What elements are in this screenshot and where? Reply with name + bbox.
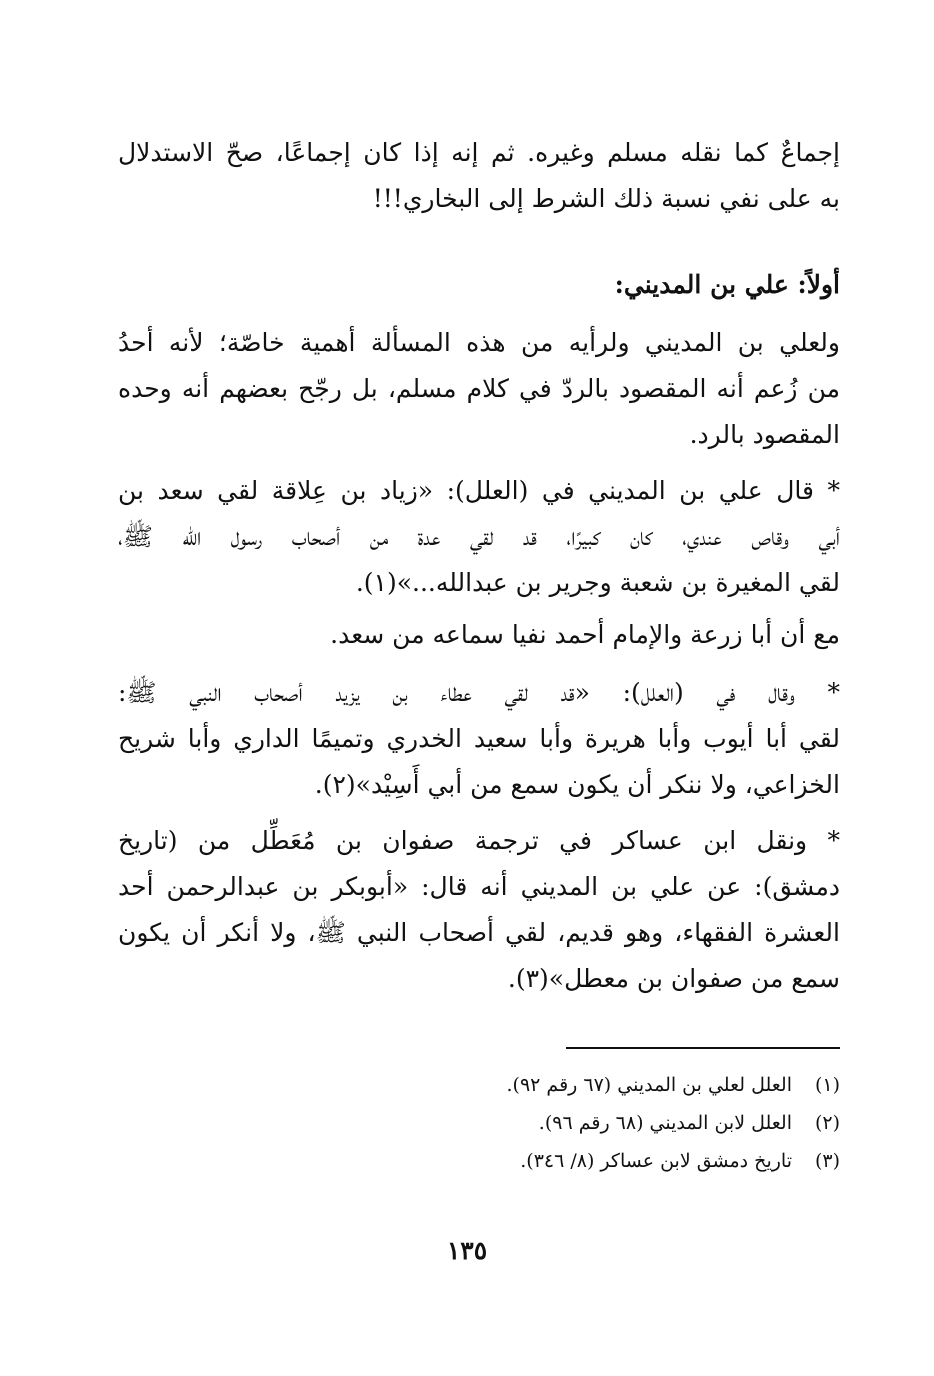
- text-line: إجماعٌ كما نقله مسلم وغيره. ثم إنه إذا كان إجماعًا، صحّ الاستدلال: [118, 138, 840, 167]
- text-line: لقي أبا أيوب وأبا هريرة وأبا سعيد الخدري وتميمًا الداري وأبا شريح: [118, 724, 840, 753]
- text-line: من زُعم أنه المقصود بالردّ في كلام مسلم، بل رجّح بعضهم أنه وحده: [118, 374, 840, 403]
- footnote-item: [400, 1104, 840, 1142]
- footnote-text: العلل لابن المديني (٦٨ رقم ٩٦).: [538, 1112, 792, 1134]
- heading-ali-ibn-al-madini: أولاً: علي بن المديني:: [614, 270, 840, 299]
- footnote-number: (٣): [814, 1150, 840, 1172]
- paragraph-ibn-asakir: [118, 818, 840, 1002]
- text-line: * قال علي بن المديني في (العلل): «زياد بن عِلاقة لقي سعد بن: [118, 476, 840, 505]
- paragraph-importance: [118, 320, 840, 458]
- text-line: المقصود بالرد.: [689, 420, 840, 449]
- footnote-text: العلل لعلي بن المديني (٦٧ رقم ٩٢).: [506, 1074, 792, 1096]
- page-number: ١٣٥: [446, 1236, 488, 1265]
- text-line: * وقال في (العلل): «قد لقي عطاء بن يزيد أصحاب النبي ﷺ:: [118, 678, 840, 707]
- footnote-item: [400, 1066, 840, 1104]
- footnote-number: (٢): [814, 1112, 840, 1134]
- text-line: الخزاعي، ولا ننكر أن يكون سمع من أبي أَسِيْد»(٢).: [314, 770, 840, 799]
- footnote-divider: [566, 1047, 840, 1049]
- text-line: ولعلي بن المديني ولرأيه من هذه المسألة أهمية خاصّة؛ لأنه أحدُ: [118, 328, 840, 357]
- paragraph-abu-zura: [118, 612, 840, 658]
- paragraph-ata: [118, 670, 840, 808]
- paragraph-ziyad: [118, 468, 840, 606]
- section-heading: [118, 262, 840, 308]
- text-line: العشرة الفقهاء، وهو قديم، لقي أصحاب النبي ﷺ، ولا أنكر أن يكون: [118, 918, 840, 947]
- text-line: دمشق): عن علي بن المديني أنه قال: «أبوبكر بن عبدالرحمن أحد: [118, 872, 840, 901]
- text-line: أبي وقاص عندي، كان كبيرًا، قد لقي عدة من أصحاب رسول الله ﷺ،: [118, 522, 840, 551]
- text-line: مع أن أبا زرعة والإمام أحمد نفيا سماعه من سعد.: [330, 620, 840, 649]
- text-line: سمع من صفوان بن معطل»(٣).: [507, 964, 840, 993]
- text-line: به على نفي نسبة ذلك الشرط إلى البخاري!!!: [372, 184, 840, 213]
- text-line: * ونقل ابن عساكر في ترجمة صفوان بن مُعَطِّل من (تاريخ: [118, 826, 840, 855]
- text-line: لقي المغيرة بن شعبة وجرير بن عبدالله...»(١).: [355, 568, 840, 597]
- footnotes: [400, 1066, 840, 1180]
- footnote-number: (١): [814, 1074, 840, 1096]
- footnote-item: [400, 1142, 840, 1180]
- footnote-text: تاريخ دمشق لابن عساكر (٨/ ٣٤٦).: [520, 1150, 792, 1172]
- paragraph-ijma: [118, 130, 840, 222]
